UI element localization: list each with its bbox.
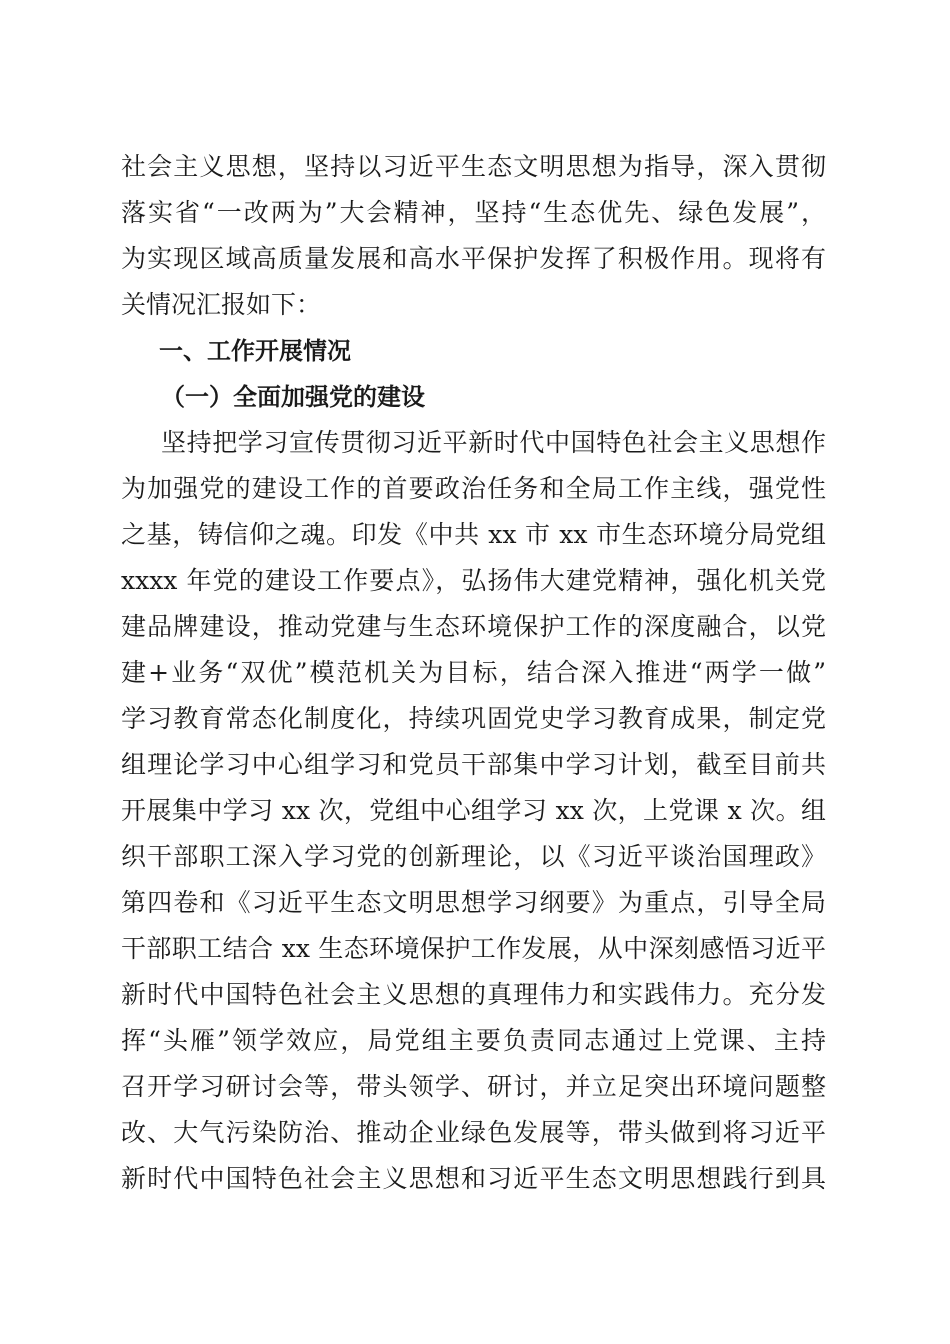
paragraph-line: 干部职工结合 xx 生态环境保护工作发展，从中深刻感悟习近平 xyxy=(121,934,826,963)
paragraph-line: 改、大气污染防治、推动企业绿色发展等，带头做到将习近平 xyxy=(121,1118,826,1147)
paragraph-line: 新时代中国特色社会主义思想的真理伟力和实践伟力。充分发 xyxy=(121,980,826,1009)
paragraph-line: 织干部职工深入学习党的创新理论，以《习近平谈治国理政》 xyxy=(121,842,826,871)
paragraph-line: 开展集中学习 xx 次，党组中心组学习 xx 次，上党课 x 次。组 xyxy=(121,796,826,825)
paragraph-line: 社会主义思想，坚持以习近平生态文明思想为指导，深入贯彻 xyxy=(121,152,826,181)
paragraph-line: 之基，铸信仰之魂。印发《中共 xx 市 xx 市生态环境分局党组 xyxy=(121,520,826,549)
paragraph-line: xxxx 年党的建设工作要点》，弘扬伟大建党精神，强化机关党 xyxy=(121,566,826,595)
paragraph-line: 组理论学习中心组学习和党员干部集中学习计划，截至目前共 xyxy=(121,750,826,779)
paragraph-line: 新时代中国特色社会主义思想和习近平生态文明思想践行到具 xyxy=(121,1164,826,1193)
paragraph-line: 第四卷和《习近平生态文明思想学习纲要》为重点，引导全局 xyxy=(121,888,826,917)
section-heading: 一、工作开展情况 xyxy=(159,337,351,365)
paragraph-line: 坚持把学习宣传贯彻习近平新时代中国特色社会主义思想作 xyxy=(161,428,826,457)
paragraph-line: 召开学习研讨会等，带头领学、研讨，并立足突出环境问题整 xyxy=(121,1072,826,1101)
paragraph-line: 为加强党的建设工作的首要政治任务和全局工作主线，强党性 xyxy=(121,474,826,503)
paragraph-line: 关情况汇报如下： xyxy=(121,290,322,319)
paragraph-line: 学习教育常态化制度化，持续巩固党史学习教育成果，制定党 xyxy=(121,704,826,733)
paragraph-line: 建品牌建设，推动党建与生态环境保护工作的深度融合，以党 xyxy=(121,612,826,641)
document-body xyxy=(121,144,826,1202)
subsection-heading: （一）全面加强党的建设 xyxy=(161,382,425,411)
paragraph-line: 建+业务“双优”模范机关为目标，结合深入推进“两学一做” xyxy=(121,658,826,687)
paragraph-line: 为实现区域高质量发展和高水平保护发挥了积极作用。现将有 xyxy=(121,244,826,273)
paragraph-line: 挥“头雁”领学效应，局党组主要负责同志通过上党课、主持 xyxy=(121,1026,826,1055)
paragraph-line: 落实省“一改两为”大会精神，坚持“生态优先、绿色发展”， xyxy=(121,198,826,227)
